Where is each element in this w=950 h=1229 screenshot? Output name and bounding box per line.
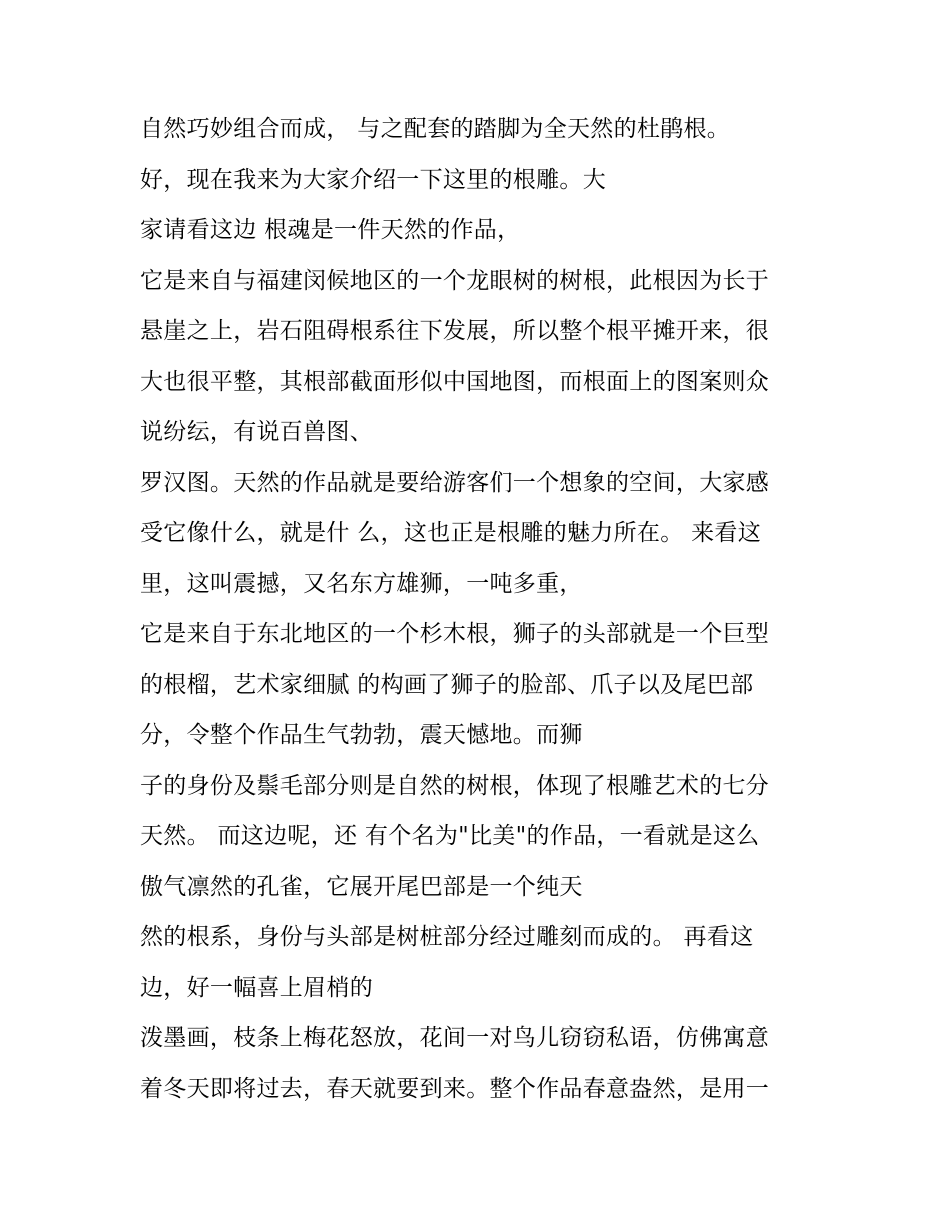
text-line: 里，这叫震撼，又名东方雄狮，一吨多重， — [140, 570, 583, 597]
text-line: 分，令整个作品生气勃勃，震天憾地。而狮 — [140, 722, 583, 748]
text-line: 自然巧妙组合而成， 与之配套的踏脚为全天然的杜鹃根。 — [140, 116, 731, 142]
text-line: 它是来自与福建闵候地区的一个龙眼树的树根，此根因为长于 — [140, 267, 770, 294]
text-line: 边，好一幅喜上眉梢的 — [140, 974, 373, 1001]
document-text-body — [140, 109, 830, 1119]
text-line: 子的身份及鬃毛部分则是自然的树根，体现了根雕艺术的七分 — [140, 772, 770, 799]
text-line: 好，现在我来为大家介绍一下这里的根雕。大 — [140, 166, 606, 193]
text-line: 悬崖之上，岩石阻碍根系往下发展，所以整个根平摊开来，很 — [140, 318, 770, 344]
text-line: 傲气凛然的孔雀，它展开尾巴部是一个纯天 — [140, 873, 583, 900]
text-line: 说纷纭，有说百兽图、 — [140, 419, 373, 445]
text-line: 泼墨画，枝条上梅花怒放，花间一对鸟儿窃窃私语，仿佛寓意 — [140, 1025, 770, 1051]
text-line: 家请看这边 根魂是一件天然的作品， — [140, 217, 521, 243]
text-line: 天然。 而这边呢，还 有个名为"比美"的作品，一看就是这么 — [140, 823, 760, 849]
text-line: 着冬天即将过去，春天就要到来。整个作品春意盎然，是用一 — [140, 1075, 770, 1102]
text-line: 罗汉图。天然的作品就是要给游客们一个想象的空间，大家感 — [140, 469, 770, 496]
text-line: 它是来自于东北地区的一个杉木根，狮子的头部就是一个巨型 — [140, 621, 770, 647]
text-line: 大也很平整，其根部截面形似中国地图，而根面上的图案则众 — [140, 368, 770, 395]
text-line: 受它像什么，就是什 么，这也正是根雕的魅力所在。 来看这 — [140, 520, 762, 546]
text-line: 的根榴，艺术家细腻 的构画了狮子的脸部、爪子以及尾巴部 — [140, 671, 754, 698]
text-line: 然的根系，身份与头部是树桩部分经过雕刻而成的。 再看这 — [140, 924, 754, 950]
